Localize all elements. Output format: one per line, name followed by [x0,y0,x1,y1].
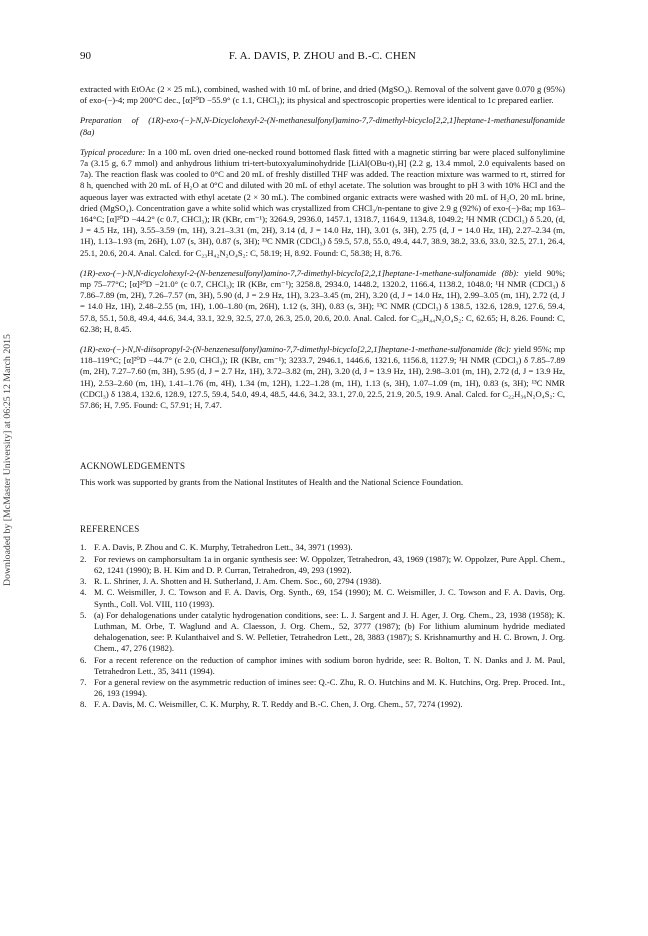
reference-text: M. C. Weismiller, J. C. Towson and F. A. Davis, Org. Synth., 69, 154 (1990); M. C. Weismiller, J. C. Towson and F. A. Davis, Org. Synth., Coll. Vol. VIII, 110 (1993). [94,587,565,609]
page-content [80,50,565,711]
reference-item [80,554,565,576]
reference-item [80,610,565,655]
paragraph-compound-8c [80,344,565,411]
reference-text: F. A. Davis, M. C. Weismiller, C. K. Murphy, R. T. Reddy and B.-C. Chen, J. Org. Chem., 57, 7274 (1992). [94,699,463,710]
reference-item [80,655,565,677]
reference-number: 1. [80,542,87,553]
reference-number: 3. [80,576,87,587]
reference-item [80,576,565,587]
reference-list [80,542,565,710]
reference-item [80,587,565,609]
article-body [80,84,565,411]
typical-procedure-text: In a 100 mL oven dried one-necked round bottomed flask fitted with a magnetic stirring bar were placed sulfonylimine 7a (3.15 g, 6.7 mmol) and anhydrous lithium tri-tert-butoxyaluminohydride [LiAl(OBu-t)₃H] (2.2 g, 13.4 mmol, 2.0 equivalents based on 7a). The reaction flask was cooled to 0°C and 20 mL of freshly distilled THF was added. The reaction mixture was warmed to rt, stirred for 8 h, quenched with 20 mL of H₂O at 0°C and diluted with 20 mL of ethyl acetate. The solution was brought to pH 3 with 10% HCl and the aqueous layer was extracted with ethyl acetate (2 × 30 mL). The combined organic extracts were washed with 20 mL of H₂O, 20 mL brine, dried (MgSO₄). Concentration gave a white solid which was crystallized from CHCl₃/n-pentane to give 2.9 g (92%) of exo-(−)-8a; mp 163–164°C; [α]²⁰D −44.2° (c 0.7, CHCl₃); IR (KBr, cm⁻¹); 3264.9, 2936.0, 1457.1, 1318.7, 1164.9, 1134.8, 1049.2; ¹H NMR (CDCl₃) δ 5.20, (d, J = 4.5 Hz, 1H), 3.55–3.59 (m, 1H), 3.21–3.31 (m, 2H), 3.14 (d, J = 14.0 Hz, 1H), 3.01 (s, 3H), 2.75 (d, J = 14.0 Hz, 1H), 2.27–2.34 (m, 1H), 1.13–1.93 (m, 26H), 1.07 (s, 3H), 0.87 (s, 3H); ¹³C NMR (CDCl₃) δ 59.5, 57.8, 55.0, 49.4, 44.7, 38.9, 38.2, 33.6, 33.0, 32.5, 27.1, 26.4, 25.1, 20.6, 20.4. Anal. Calcd. for C₂₃H₄₂N₂O₄S₂: C, 58.19; H, 8.92. Found: C, 58.38; H, 8.76. [80,146,565,258]
paragraph-typical-procedure [80,147,565,259]
reference-item [80,542,565,553]
reference-item [80,699,565,710]
reference-text: For a recent reference on the reduction of camphor imines with sodium boron hydride, see: R. Bolton, T. N. Danks and J. M. Paul, Tetrahedron Lett., 35, 3411 (1994). [94,654,565,676]
reference-number: 6. [80,654,87,665]
reference-number: 2. [80,553,87,564]
reference-item [80,677,565,699]
paragraph-extraction: extracted with EtOAc (2 × 25 mL), combined, washed with 10 mL of brine, and dried (MgSO₄). Removal of the solvent gave 0.070 g (95%) of exo-(−)-4; mp 200°C dec., [α]²⁰D −55.9° (c 1.1, CHCl₃); its physical and spectroscopic properties were identical to 1c prepared earlier. [80,84,565,106]
reference-text: For a general review on the asymmetric reduction of imines see: Q.-C. Zhu, R. O. Hutchins and M. K. Hutchins, Org. Prep. Proced. Int., 26, 193 (1994). [94,676,565,699]
reference-number: 4. [80,587,87,598]
acknowledgements-heading: ACKNOWLEDGEMENTS [80,461,186,472]
reference-text: (a) For dehalogenations under catalytic hydrogenation conditions, see: L. J. Sargent and J. H. Ager, J. Org. Chem., 23, 1938 (1958); K. Luthman, M. Orbe, T. Waglund and A. Claesson, J. Org. Chem., 52, 3777 (1987); (b) For lithium aluminum hydride mediated dehalogenation, see: P. Kulanthaivel and S. W. Pelletier, Tetrahedron Lett., 28, 3883 (1987); S. Krishnamurthy and H. C. Brown, J. Org. Chem., 47, 276 (1982). [94,609,565,654]
section-heading-preparation: Preparation of (1R)-exo-(−)-N,N-Dicyclohexyl-2-(N-methanesulfonyl)amino-7,7-dimethyl-bicyclo[2,2,1]heptane-1-methanesulfonamide (8a) [80,115,565,137]
reference-text: R. L. Shriner, J. A. Shotten and H. Sutherland, J. Am. Chem. Soc., 60, 2794 (1938). [94,576,382,587]
reference-number: 5. [80,609,87,620]
references-heading: REFERENCES [80,524,140,535]
running-header [80,50,565,64]
paragraph-compound-8b [80,268,565,335]
page-number: 90 [80,50,91,62]
compound-8c-label: (1R)-exo-(−)-N,N-diisopropyl-2-(N-benzenesulfonyl)amino-7,7-dimethyl-bicyclo[2,2,1]heptane-1-methane-sulfonamide (8c): [80,344,512,355]
reference-number: 8. [80,699,87,710]
compound-8b-text: yield 90%; mp 75–77°C; [α]²⁰D −21.0° (c 0.7, CHCl₃); IR (KBr, cm⁻¹); 3258.8, 2934.0, 1448.2, 1320.2, 1166.4, 1138.2, 1048.0; ¹H NMR (CDCl₃) δ 7.86–7.89 (m, 2H), 7.26–7.57 (m, 3H), 5.90 (d, J = 2.9 Hz, 1H), 3.23–3.45 (m, 2H), 3.20 (d, J = 14.0 Hz, 1H), 2.99–3.05 (m, 1H), 2.72 (d, J = 14.0 Hz, 1H), 2.48–2.55 (m, 1H), 1.00–1.80 (m, 26H), 1.12 (s, 3H), 0.83 (s, 3H); ¹³C NMR (CDCl₃) δ 138.5, 132.6, 128.9, 127.6, 59.4, 57.8, 55.1, 50.8, 49.4, 44.6, 34.4, 33.1, 32.9, 32.5, 27.0, 26.3, 25.0, 20.6, 20.0. Anal. Calcd. for C₂₈H₄₄N₂O₄S₂: C, 62.65; H, 8.26. Found: C, 62.38; H, 8.45. [80,267,565,334]
reference-text: F. A. Davis, P. Zhou and C. K. Murphy, Tetrahedron Lett., 34, 3971 (1993). [94,542,353,553]
running-title: F. A. DAVIS, P. ZHOU and B.-C. CHEN [228,50,417,62]
reference-number: 7. [80,676,87,687]
compound-8b-label: (1R)-exo-(−)-N,N-dicyclohexyl-2-(N-benzenesulfonyl)amino-7,7-dimethyl-bicyclo[2,2,1]heptane-1-methane-sulfonamide (8b): [80,267,519,278]
acknowledgements-text: This work was supported by grants from the National Institutes of Health and the National Science Foundation. [80,477,464,488]
reference-text: For reviews on camphorsultam 1a in organic synthesis see: W. Oppolzer, Tetrahedron, 43, 1969 (1987); W. Oppolzer, Pure Appl. Chem., 62, 1241 (1990); B. H. Kim and D. P. Curran, Tetrahedron, 49, 293 (1992). [94,553,565,575]
typical-procedure-label: Typical procedure: [80,146,146,157]
download-watermark: Downloaded by [McMaster University] at 06:25 12 March 2015 [2,334,13,586]
compound-8c-text: yield 95%; mp 118–119°C; [α]²⁰D −44.7° (c 2.0, CHCl₃); IR (KBr, cm⁻¹); 3233.7, 2946.1, 1446.6, 1321.6, 1156.8, 1127.9; ¹H NMR (CDCl₃) δ 7.85–7.89 (m, 2H), 7.27–7.60 (m, 3H), 5.95 (d, J = 2.7 Hz, 1H), 3.72–3.82 (m, 2H), 3.20 (d, J = 13.9 Hz, 1H), 2.98–3.01 (m, 1H), 2.72 (d, J = 13.9 Hz, 1H), 2.53–2.60 (m, 1H), 1.41–1.76 (m, 4H), 1.34 (m, 12H), 1.22–1.28 (m, 1H), 1.13 (s, 3H), 1.07–1.09 (m, 1H), 0.83 (s, 3H); ¹³C NMR (CDCl₃) δ 138.4, 132.6, 128.9, 127.5, 59.4, 54.0, 49.4, 48.5, 44.6, 34.2, 33.1, 27.0, 22.5, 21.9, 20.5, 19.9. Anal. Calcd. for C₂₂H₃₆N₂O₄S₂: C, 57.86; H, 7.95. Found: C, 57.91; H, 7.47. [80,344,565,411]
